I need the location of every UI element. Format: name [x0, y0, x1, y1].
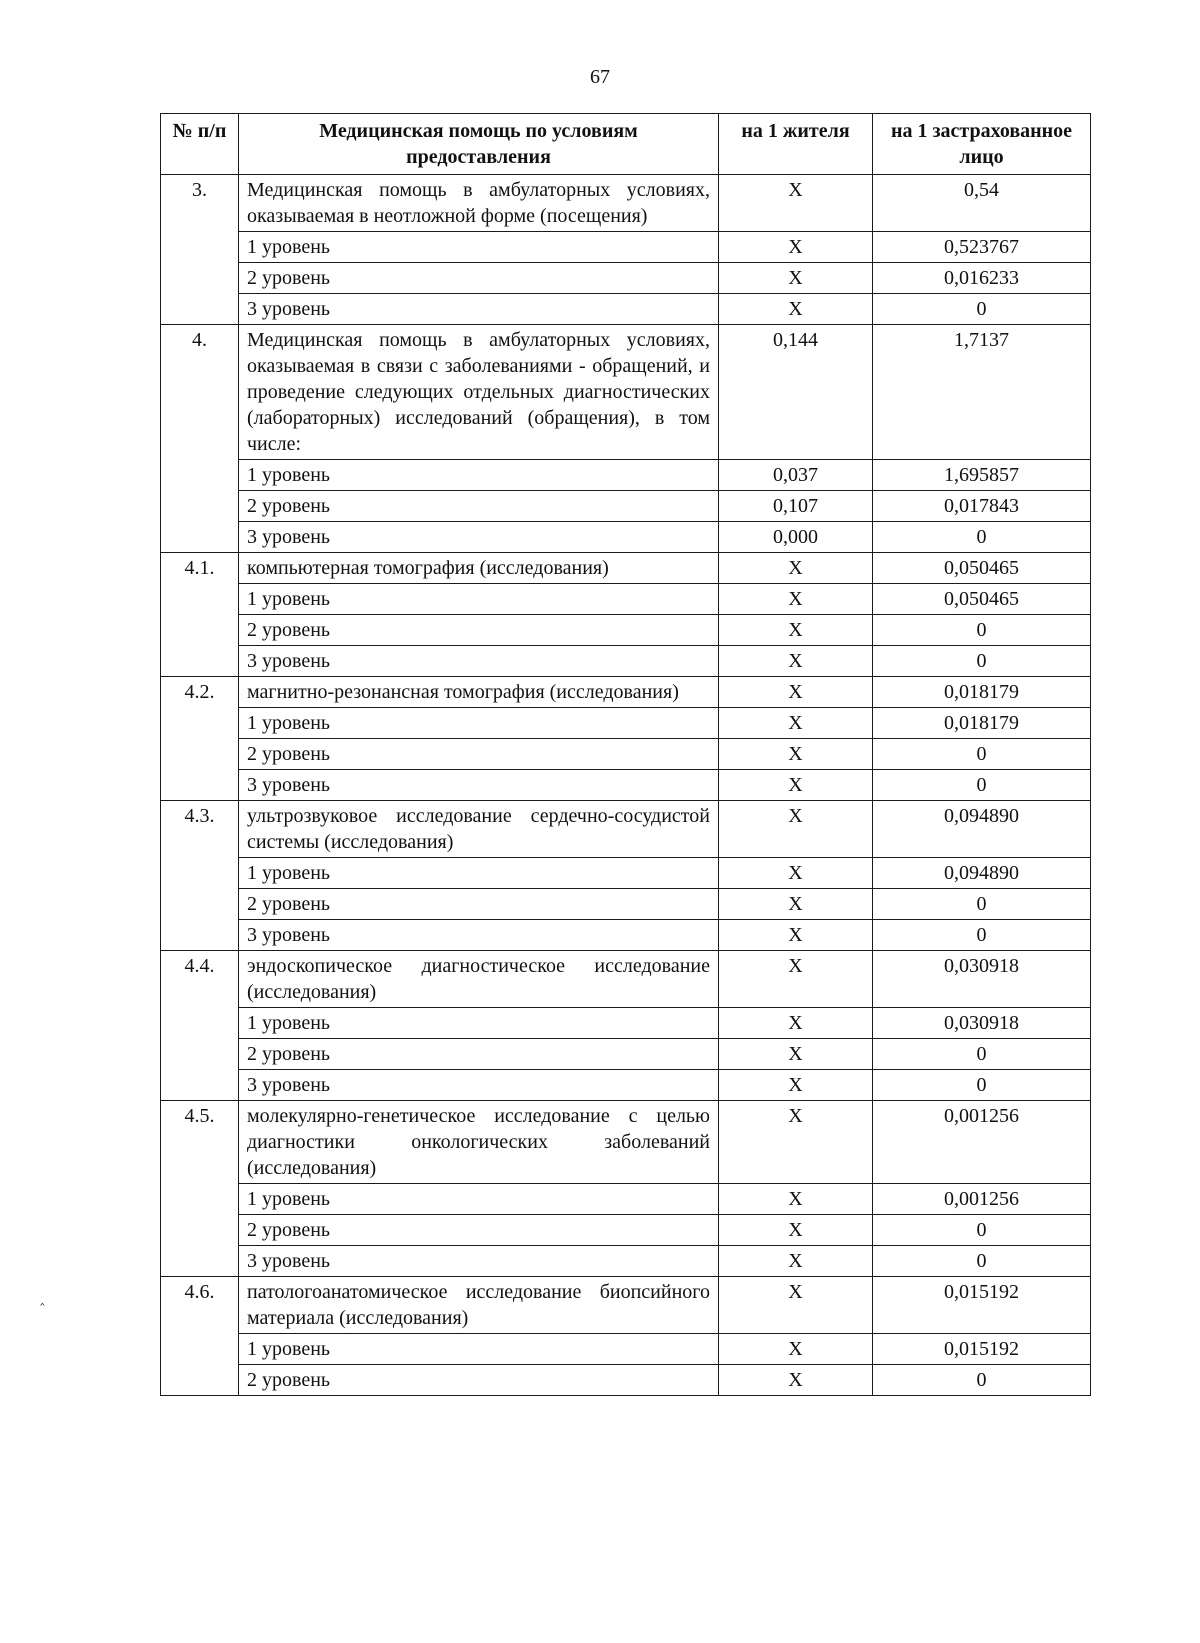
- per-insured-value: 0: [873, 615, 1091, 646]
- per-resident-value: Х: [719, 646, 873, 677]
- level-label: 1 уровень: [239, 232, 719, 263]
- level-row: [161, 1246, 1091, 1277]
- per-resident-value: 0,144: [719, 325, 873, 460]
- level-row: [161, 615, 1091, 646]
- level-label: 2 уровень: [239, 1365, 719, 1396]
- level-label: 1 уровень: [239, 584, 719, 615]
- per-insured-value: 0,094890: [873, 801, 1091, 858]
- per-insured-value: 0,523767: [873, 232, 1091, 263]
- per-insured-value: 0: [873, 1246, 1091, 1277]
- per-insured-value: 0,030918: [873, 951, 1091, 1008]
- medical-care-table: [160, 113, 1091, 1396]
- level-label: 3 уровень: [239, 1246, 719, 1277]
- level-label: 1 уровень: [239, 708, 719, 739]
- level-label: 1 уровень: [239, 1184, 719, 1215]
- row-number: 4.: [161, 325, 239, 553]
- level-label: 1 уровень: [239, 1008, 719, 1039]
- per-resident-value: Х: [719, 920, 873, 951]
- level-row: [161, 646, 1091, 677]
- per-insured-value: 0,001256: [873, 1184, 1091, 1215]
- row-number: 4.5.: [161, 1101, 239, 1277]
- level-label: 3 уровень: [239, 646, 719, 677]
- per-resident-value: Х: [719, 553, 873, 584]
- per-insured-value: 1,7137: [873, 325, 1091, 460]
- level-row: [161, 1070, 1091, 1101]
- per-resident-value: Х: [719, 1039, 873, 1070]
- per-resident-value: 0,000: [719, 522, 873, 553]
- level-label: 2 уровень: [239, 889, 719, 920]
- per-insured-value: 1,695857: [873, 460, 1091, 491]
- header-num: № п/п: [161, 114, 239, 175]
- table-row: [161, 325, 1091, 460]
- row-number: 4.2.: [161, 677, 239, 801]
- level-row: [161, 1008, 1091, 1039]
- per-resident-value: Х: [719, 801, 873, 858]
- row-number: 4.6.: [161, 1277, 239, 1396]
- level-label: 3 уровень: [239, 920, 719, 951]
- level-label: 2 уровень: [239, 615, 719, 646]
- per-resident-value: Х: [719, 263, 873, 294]
- per-resident-value: Х: [719, 739, 873, 770]
- level-label: 1 уровень: [239, 460, 719, 491]
- row-number: 4.3.: [161, 801, 239, 951]
- per-insured-value: 0: [873, 770, 1091, 801]
- table-row: [161, 553, 1091, 584]
- level-row: [161, 1215, 1091, 1246]
- table-row: [161, 677, 1091, 708]
- per-resident-value: Х: [719, 858, 873, 889]
- per-resident-value: Х: [719, 1334, 873, 1365]
- level-row: [161, 1039, 1091, 1070]
- level-row: [161, 739, 1091, 770]
- level-label: 2 уровень: [239, 491, 719, 522]
- scan-mark: ‸: [40, 1291, 45, 1306]
- per-resident-value: 0,107: [719, 491, 873, 522]
- level-label: 2 уровень: [239, 263, 719, 294]
- per-insured-value: 0: [873, 1365, 1091, 1396]
- per-resident-value: Х: [719, 232, 873, 263]
- table-header: [161, 114, 1091, 175]
- per-insured-value: 0,016233: [873, 263, 1091, 294]
- per-insured-value: 0,015192: [873, 1277, 1091, 1334]
- per-resident-value: Х: [719, 770, 873, 801]
- table-row: [161, 951, 1091, 1008]
- row-description: патологоанатомическое исследование биопсийного материала (исследования): [239, 1277, 719, 1334]
- level-row: [161, 294, 1091, 325]
- level-row: [161, 1365, 1091, 1396]
- row-number: 4.1.: [161, 553, 239, 677]
- row-description: магнитно-резонансная томография (исследования): [239, 677, 719, 708]
- level-row: [161, 770, 1091, 801]
- per-resident-value: Х: [719, 1184, 873, 1215]
- row-description: Медицинская помощь в амбулаторных условиях, оказываемая в неотложной форме (посещения): [239, 175, 719, 232]
- per-resident-value: 0,037: [719, 460, 873, 491]
- per-insured-value: 0: [873, 646, 1091, 677]
- per-insured-value: 0,015192: [873, 1334, 1091, 1365]
- per-insured-value: 0: [873, 1215, 1091, 1246]
- table-row: [161, 1277, 1091, 1334]
- level-row: [161, 522, 1091, 553]
- table-row: [161, 801, 1091, 858]
- per-resident-value: Х: [719, 677, 873, 708]
- level-row: [161, 858, 1091, 889]
- row-number: 4.4.: [161, 951, 239, 1101]
- per-insured-value: 0,018179: [873, 677, 1091, 708]
- level-label: 1 уровень: [239, 1334, 719, 1365]
- level-label: 2 уровень: [239, 1039, 719, 1070]
- row-description: Медицинская помощь в амбулаторных условиях, оказываемая в связи с заболеваниями - обращений, и проведение следующих отдельных диагностических (лабораторных) исследований (обращения), в том числе:: [239, 325, 719, 460]
- per-resident-value: Х: [719, 175, 873, 232]
- per-insured-value: 0: [873, 1039, 1091, 1070]
- level-row: [161, 491, 1091, 522]
- header-row: [161, 114, 1091, 175]
- per-resident-value: Х: [719, 1246, 873, 1277]
- level-row: [161, 1334, 1091, 1365]
- row-number: 3.: [161, 175, 239, 325]
- per-insured-value: 0,001256: [873, 1101, 1091, 1184]
- header-per-insured: на 1 застрахованное лицо: [873, 114, 1091, 175]
- per-insured-value: 0: [873, 920, 1091, 951]
- per-resident-value: Х: [719, 889, 873, 920]
- per-insured-value: 0: [873, 889, 1091, 920]
- level-row: [161, 708, 1091, 739]
- table-row: [161, 175, 1091, 232]
- table-row: [161, 1101, 1091, 1184]
- per-resident-value: Х: [719, 708, 873, 739]
- level-label: 2 уровень: [239, 1215, 719, 1246]
- per-resident-value: Х: [719, 1277, 873, 1334]
- per-insured-value: 0,094890: [873, 858, 1091, 889]
- per-insured-value: 0,050465: [873, 584, 1091, 615]
- level-row: [161, 460, 1091, 491]
- per-insured-value: 0,018179: [873, 708, 1091, 739]
- per-resident-value: Х: [719, 584, 873, 615]
- per-resident-value: Х: [719, 1365, 873, 1396]
- per-insured-value: 0,030918: [873, 1008, 1091, 1039]
- level-label: 3 уровень: [239, 1070, 719, 1101]
- per-insured-value: 0: [873, 294, 1091, 325]
- level-label: 1 уровень: [239, 858, 719, 889]
- header-name: Медицинская помощь по условиям предоставления: [239, 114, 719, 175]
- per-resident-value: Х: [719, 1070, 873, 1101]
- per-insured-value: 0: [873, 739, 1091, 770]
- row-description: ультрозвуковое исследование сердечно-сосудистой системы (исследования): [239, 801, 719, 858]
- per-insured-value: 0: [873, 522, 1091, 553]
- per-resident-value: Х: [719, 1008, 873, 1039]
- row-description: эндоскопическое диагностическое исследование (исследования): [239, 951, 719, 1008]
- per-resident-value: Х: [719, 615, 873, 646]
- level-label: 3 уровень: [239, 522, 719, 553]
- level-row: [161, 1184, 1091, 1215]
- per-insured-value: 0: [873, 1070, 1091, 1101]
- per-insured-value: 0,54: [873, 175, 1091, 232]
- level-row: [161, 232, 1091, 263]
- per-insured-value: 0,017843: [873, 491, 1091, 522]
- per-resident-value: Х: [719, 1101, 873, 1184]
- per-resident-value: Х: [719, 294, 873, 325]
- level-label: 2 уровень: [239, 739, 719, 770]
- row-description: молекулярно-генетическое исследование с целью диагностики онкологических заболеваний (исследования): [239, 1101, 719, 1184]
- level-row: [161, 920, 1091, 951]
- level-row: [161, 263, 1091, 294]
- per-resident-value: Х: [719, 1215, 873, 1246]
- level-label: 3 уровень: [239, 294, 719, 325]
- page-number: 67: [590, 66, 610, 88]
- row-description: компьютерная томография (исследования): [239, 553, 719, 584]
- per-resident-value: Х: [719, 951, 873, 1008]
- level-row: [161, 584, 1091, 615]
- header-per-resident: на 1 жителя: [719, 114, 873, 175]
- level-row: [161, 889, 1091, 920]
- table-body: [161, 175, 1091, 1396]
- level-label: 3 уровень: [239, 770, 719, 801]
- per-insured-value: 0,050465: [873, 553, 1091, 584]
